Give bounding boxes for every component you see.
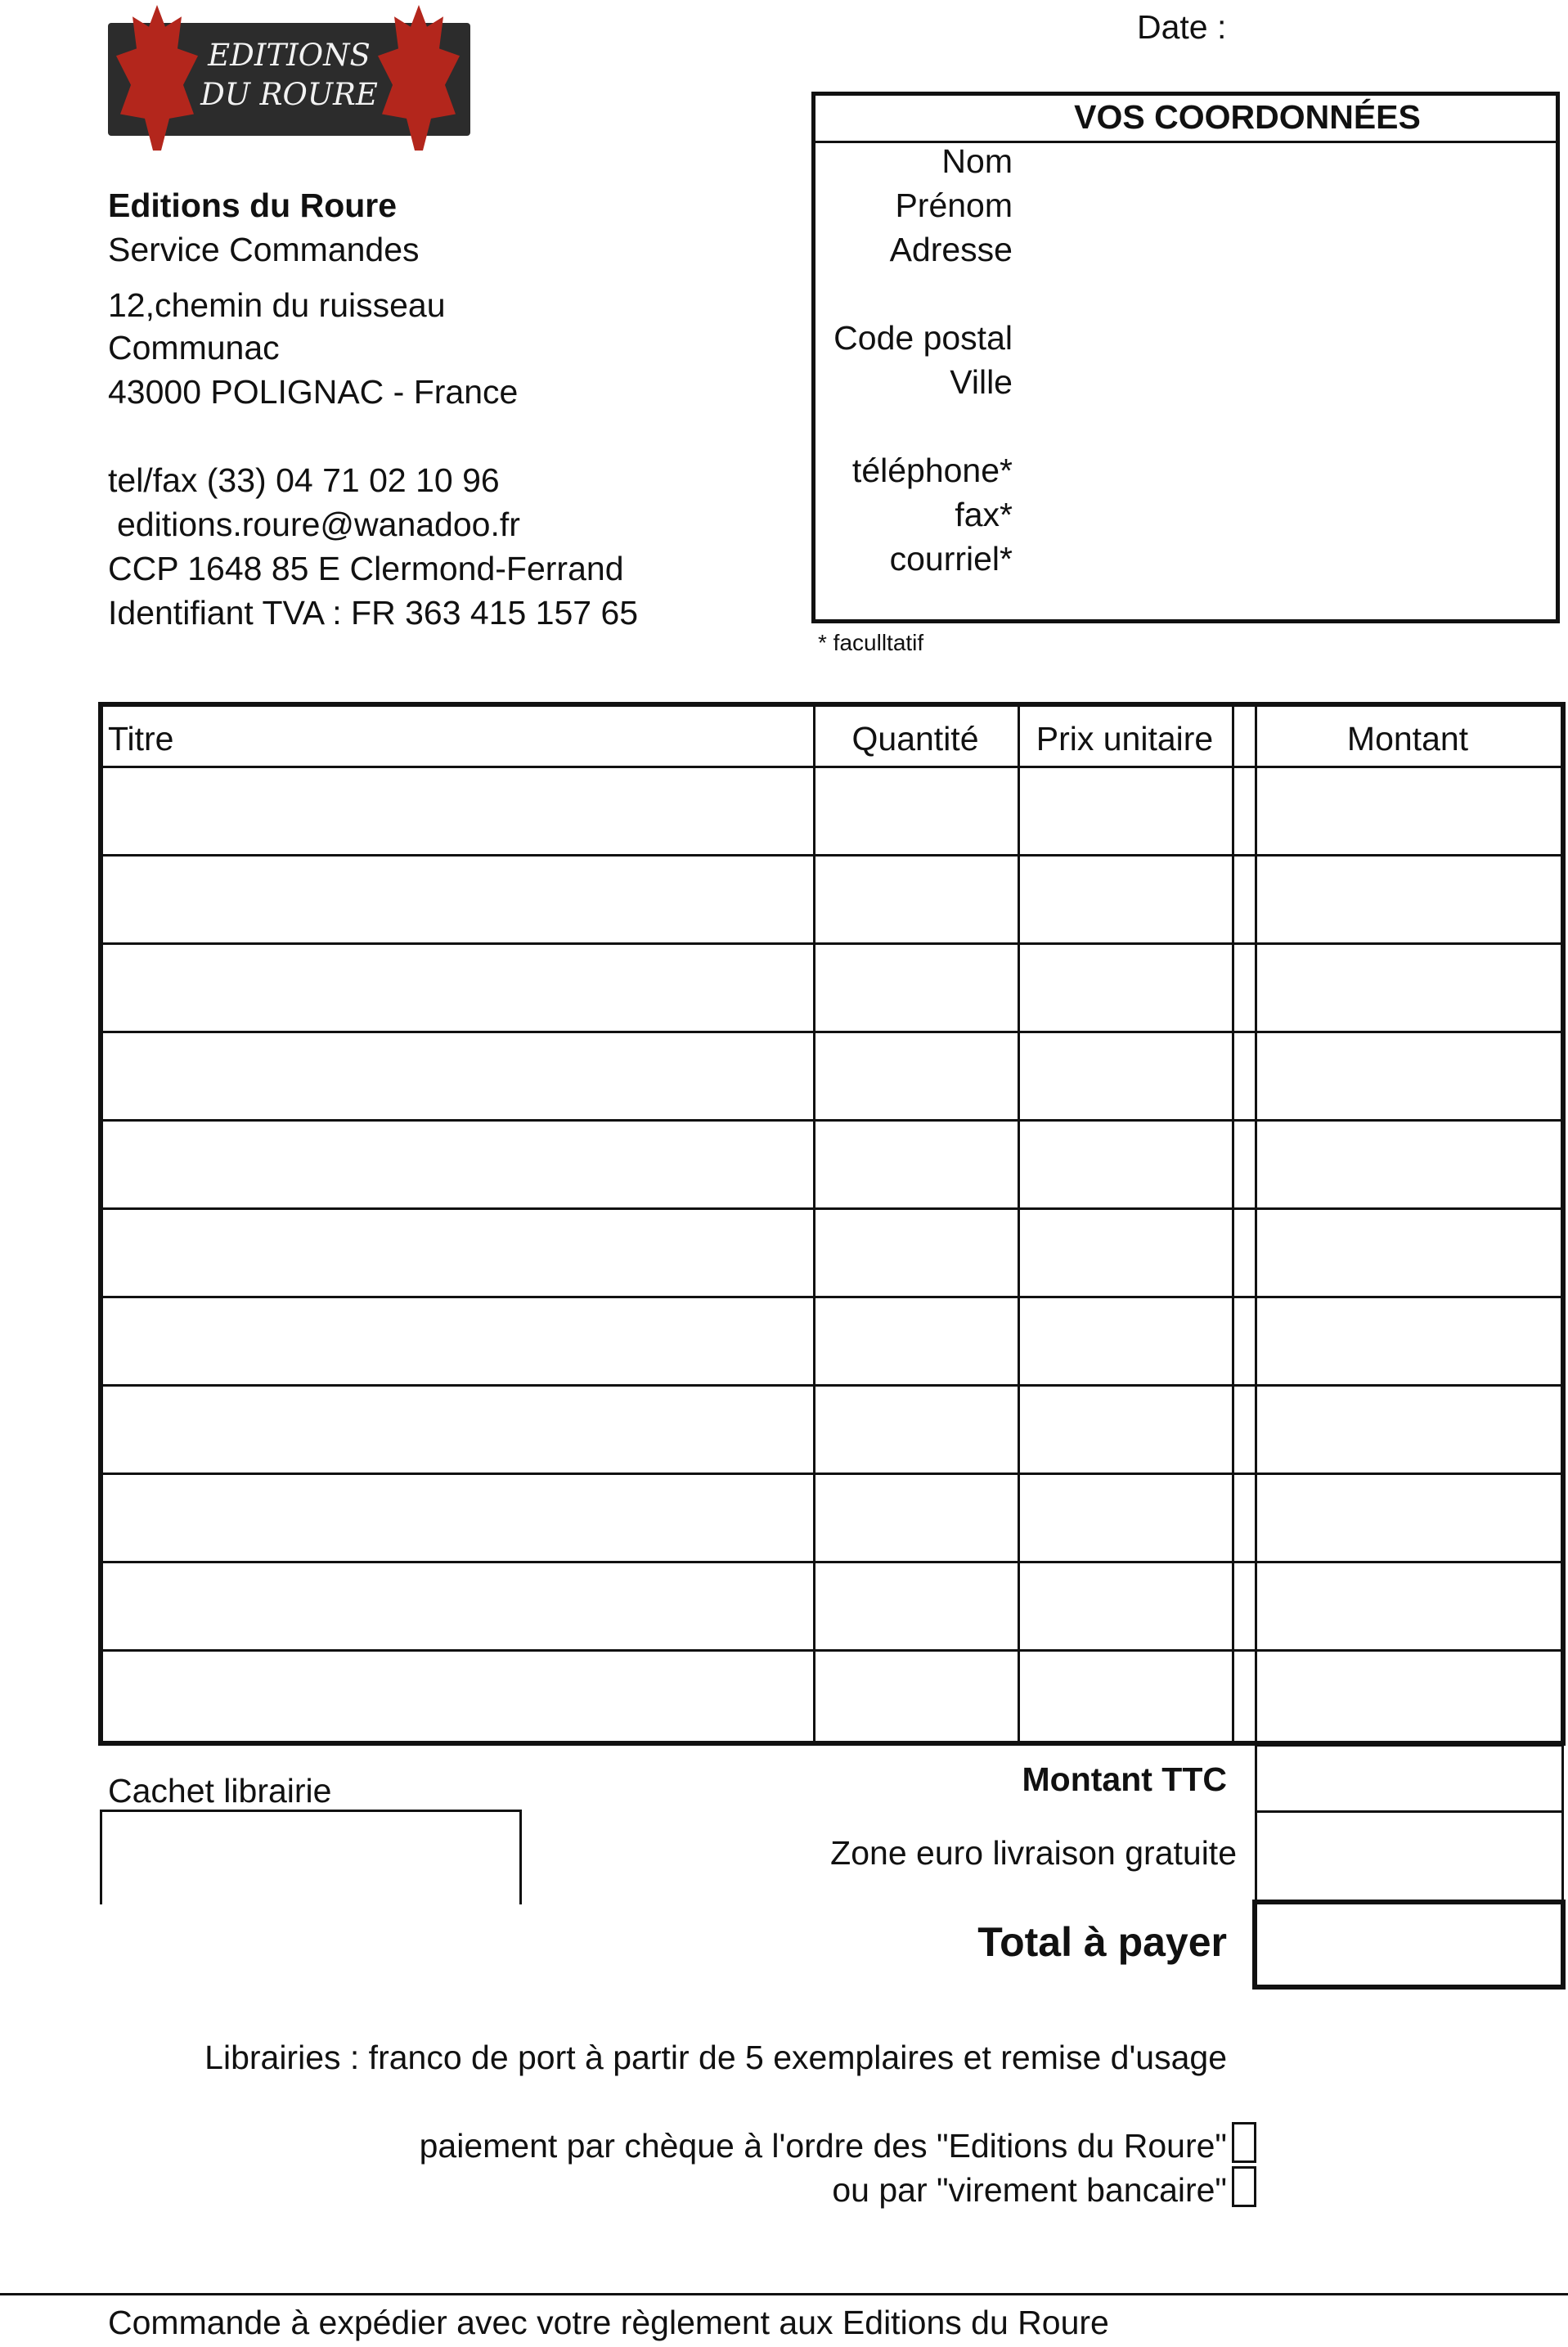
customer-details-title: VOS COORDONNÉES: [1074, 98, 1421, 136]
nom-label: Nom: [941, 142, 1013, 180]
stamp-label: Cachet librairie: [108, 1772, 332, 1810]
publisher-street: 12,chemin du ruisseau: [108, 286, 446, 324]
fax-label: fax*: [955, 496, 1013, 533]
column-header-montant: Montant: [1346, 720, 1469, 758]
total-field[interactable]: [1252, 1900, 1566, 1990]
footer-divider: [0, 2293, 1568, 2295]
code-postal-field[interactable]: [1022, 317, 1554, 358]
fax-field[interactable]: [1022, 494, 1554, 535]
transfer-checkbox[interactable]: [1232, 2166, 1256, 2207]
courriel-label: courriel*: [889, 540, 1013, 578]
column-header-titre: Titre: [108, 720, 174, 758]
optional-footnote: * faculltatif: [818, 630, 924, 655]
logo-line-2: DU ROURE: [200, 77, 378, 112]
ville-field[interactable]: [1022, 362, 1554, 402]
telephone-field[interactable]: [1022, 450, 1554, 491]
date-label: Date :: [1137, 8, 1227, 46]
bookshop-note: Librairies : franco de port à partir de 5 exemplaires et remise d'usage: [204, 2039, 1227, 2076]
publisher-service: Service Commandes: [108, 231, 420, 268]
footer-text: Commande à expédier avec votre règlement aux Editions du Roure: [108, 2304, 1109, 2341]
ville-label: Ville: [950, 363, 1013, 401]
shipping-label: Zone euro livraison gratuite: [830, 1834, 1237, 1872]
adresse-field[interactable]: [1022, 229, 1554, 314]
prenom-label: Prénom: [895, 187, 1013, 224]
prenom-field[interactable]: [1022, 185, 1554, 226]
telephone-label: téléphone*: [851, 452, 1013, 489]
logo-line-1: EDITIONS: [208, 38, 371, 73]
stamp-box[interactable]: [100, 1810, 522, 1904]
publisher-ccp: CCP 1648 85 E Clermond-Ferrand: [108, 550, 624, 587]
publisher-vat: Identifiant TVA : FR 363 415 157 65: [108, 594, 639, 632]
montant-ttc-label: Montant TTC: [1022, 1760, 1227, 1798]
publisher-email: editions.roure@wanadoo.fr: [117, 506, 520, 543]
column-header-quantite: Quantité: [851, 720, 979, 758]
publisher-name: Editions du Roure: [108, 187, 398, 224]
publisher-logo: [108, 5, 470, 136]
total-label: Total à payer: [977, 1919, 1227, 1965]
publisher-phone: tel/fax (33) 04 71 02 10 96: [108, 461, 500, 499]
nom-field[interactable]: [1022, 141, 1554, 182]
adresse-label: Adresse: [889, 231, 1013, 268]
publisher-locality: Communac: [108, 329, 280, 366]
shipping-field[interactable]: [1255, 1810, 1564, 1902]
order-table: [98, 702, 1566, 1746]
cheque-checkbox[interactable]: [1232, 2122, 1256, 2163]
cheque-payment-label: paiement par chèque à l'ordre des "Editions du Roure": [419, 2127, 1227, 2165]
transfer-payment-label: ou par "virement bancaire": [832, 2171, 1227, 2209]
courriel-field[interactable]: [1022, 538, 1554, 579]
code-postal-label: Code postal: [833, 319, 1013, 357]
column-header-prix-unitaire: Prix unitaire: [1036, 720, 1214, 758]
montant-ttc-field[interactable]: [1255, 1744, 1564, 1813]
publisher-city: 43000 POLIGNAC - France: [108, 373, 519, 411]
